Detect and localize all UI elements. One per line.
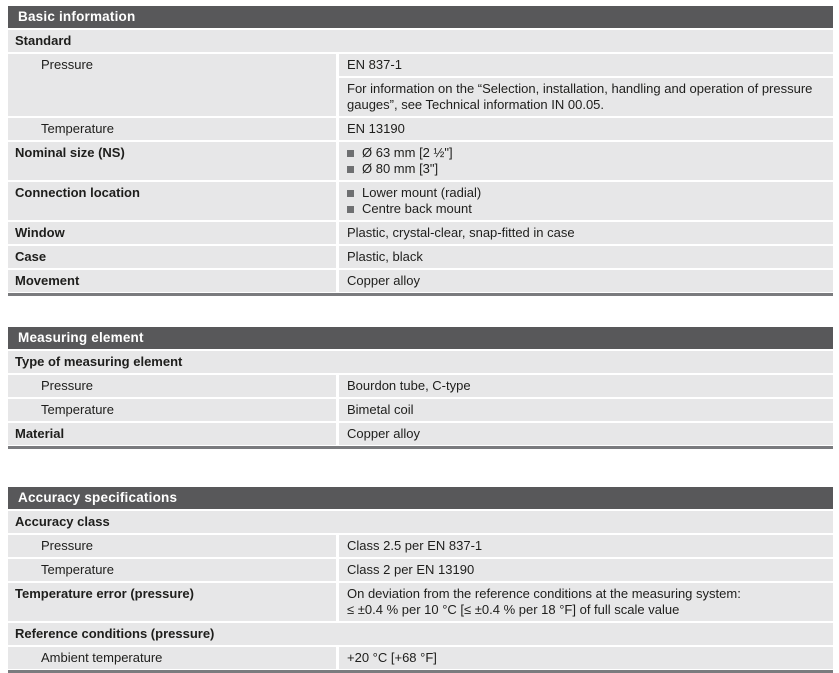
table-row-pressure-accuracy	[8, 535, 833, 557]
table-row-temperature-measuring	[8, 399, 833, 421]
table-row-temperature-accuracy	[8, 559, 833, 581]
row-value-pressure-accuracy: Class 2.5 per EN 837-1	[339, 535, 833, 557]
row-label-temperature: Temperature	[8, 118, 336, 140]
table-measuring-element	[8, 327, 833, 449]
row-label-ambient-temperature: Ambient temperature	[8, 647, 336, 669]
row-value-temperature-error	[339, 583, 833, 621]
row-label-temperature: Temperature	[8, 559, 336, 581]
table-row-ambient-temperature	[8, 647, 833, 669]
table-row-pressure-standard	[8, 54, 833, 116]
table-row-window	[8, 222, 833, 244]
row-label-temperature-error: Temperature error (pressure)	[8, 583, 336, 621]
table-row-reference-conditions	[8, 623, 833, 645]
connection-location-option-1	[347, 185, 825, 201]
pressure-note-line-1: For information on the “Selection, installation, handling and operation of pressure	[347, 81, 813, 96]
subheader-type-of-measuring-element: Type of measuring element	[8, 351, 833, 373]
table-row-temperature-error	[8, 583, 833, 621]
row-label-pressure: Pressure	[8, 375, 336, 397]
row-value-temperature-standard: EN 13190	[339, 118, 833, 140]
subheader-accuracy-class: Accuracy class	[8, 511, 833, 533]
table-row-case	[8, 246, 833, 268]
subheader-standard: Standard	[8, 30, 833, 52]
square-bullet-icon	[347, 206, 354, 213]
row-label-temperature: Temperature	[8, 399, 336, 421]
row-value-pressure-note	[339, 78, 833, 116]
table-row-material	[8, 423, 833, 445]
table-row-nominal-size	[8, 142, 833, 180]
row-value-connection-location	[339, 182, 833, 220]
table-title-accuracy-specifications: Accuracy specifications	[8, 487, 833, 509]
row-value-movement: Copper alloy	[339, 270, 833, 292]
table-row-movement	[8, 270, 833, 292]
table-row-pressure-measuring	[8, 375, 833, 397]
nominal-size-option-1-text: Ø 63 mm [2 ½"]	[362, 145, 453, 160]
table-row-accuracy-class	[8, 511, 833, 533]
row-label-connection-location: Connection location	[8, 182, 336, 220]
table-row-type-of-measuring-element	[8, 351, 833, 373]
row-value-temperature-measuring: Bimetal coil	[339, 399, 833, 421]
pressure-note-line-2: gauges”, see Technical information IN 00.05.	[347, 97, 605, 112]
value-stack-pressure	[339, 54, 833, 116]
nominal-size-option-1	[347, 145, 825, 161]
row-value-pressure-standard: EN 837-1	[339, 54, 833, 76]
square-bullet-icon	[347, 150, 354, 157]
row-value-nominal-size	[339, 142, 833, 180]
row-label-pressure: Pressure	[8, 54, 336, 116]
row-label-case: Case	[8, 246, 336, 268]
row-value-case: Plastic, black	[339, 246, 833, 268]
row-value-pressure-measuring: Bourdon tube, C-type	[339, 375, 833, 397]
connection-location-option-2-text: Centre back mount	[362, 201, 472, 216]
table-basic-information	[8, 6, 833, 296]
subheader-reference-conditions: Reference conditions (pressure)	[8, 623, 833, 645]
row-label-nominal-size: Nominal size (NS)	[8, 142, 336, 180]
nominal-size-option-2	[347, 161, 825, 177]
row-value-temperature-accuracy: Class 2 per EN 13190	[339, 559, 833, 581]
table-title-measuring-element: Measuring element	[8, 327, 833, 349]
table-row-standard	[8, 30, 833, 52]
row-label-pressure: Pressure	[8, 535, 336, 557]
table-row-temperature-standard	[8, 118, 833, 140]
connection-location-option-2	[347, 201, 825, 217]
row-value-material: Copper alloy	[339, 423, 833, 445]
row-label-window: Window	[8, 222, 336, 244]
temperature-error-line-1: On deviation from the reference conditions at the measuring system:	[347, 586, 741, 601]
connection-location-option-1-text: Lower mount (radial)	[362, 185, 482, 200]
row-value-window: Plastic, crystal-clear, snap-fitted in case	[339, 222, 833, 244]
temperature-error-line-2: ≤ ±0.4 % per 10 °C [≤ ±0.4 % per 18 °F] of full scale value	[347, 602, 680, 617]
table-row-connection-location	[8, 182, 833, 220]
row-value-ambient-temperature: +20 °C [+68 °F]	[339, 647, 833, 669]
square-bullet-icon	[347, 166, 354, 173]
row-label-movement: Movement	[8, 270, 336, 292]
table-accuracy-specifications	[8, 487, 833, 673]
nominal-size-option-2-text: Ø 80 mm [3"]	[362, 161, 439, 176]
row-label-material: Material	[8, 423, 336, 445]
table-title-basic-information: Basic information	[8, 6, 833, 28]
square-bullet-icon	[347, 190, 354, 197]
